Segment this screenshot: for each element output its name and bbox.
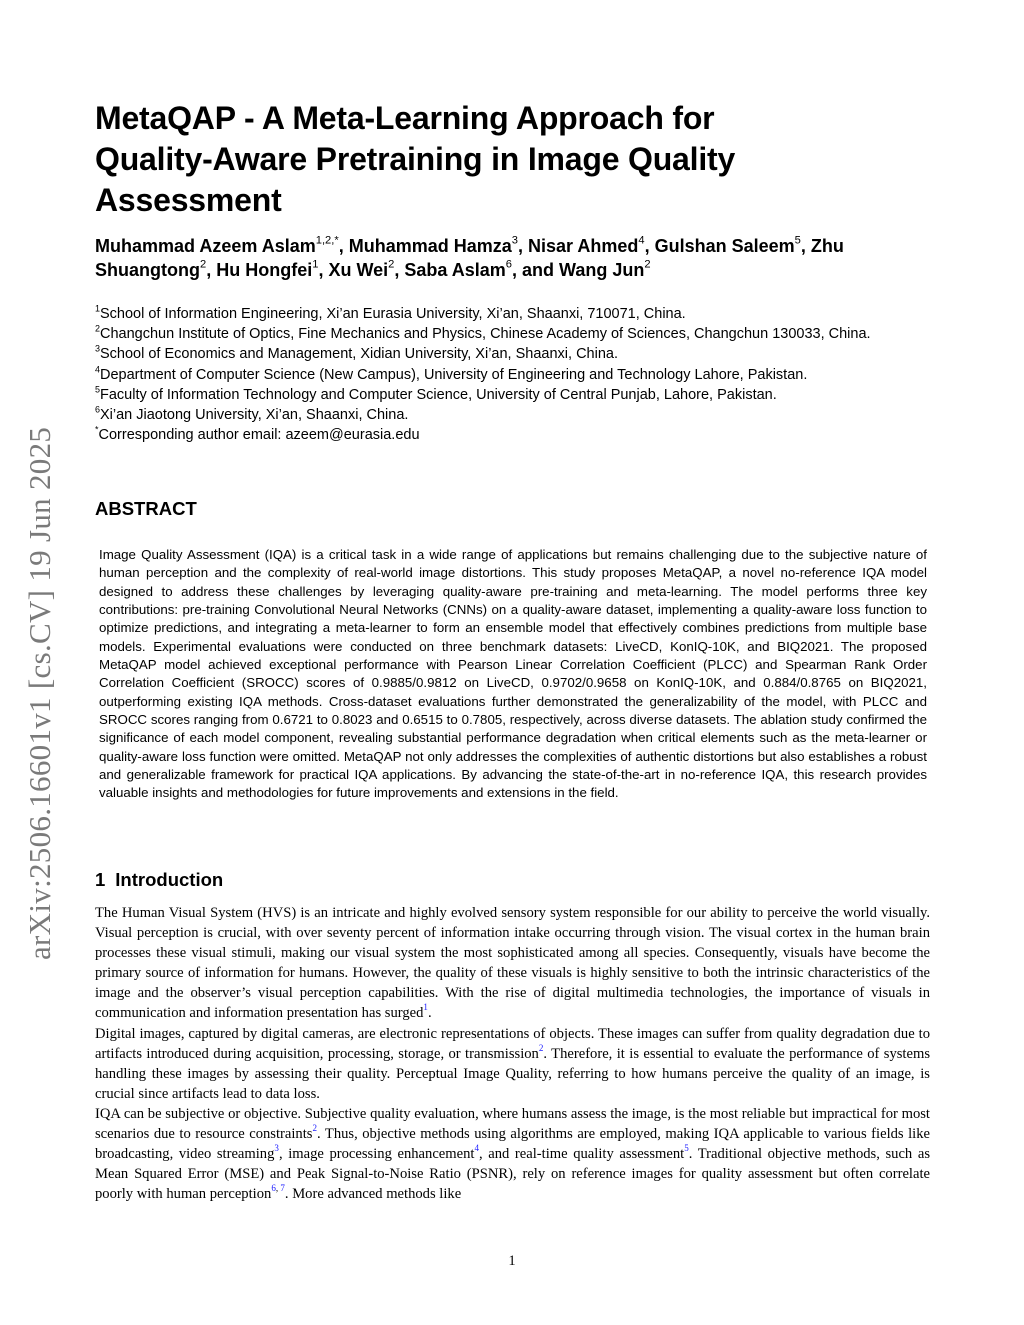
section-heading-introduction xyxy=(95,869,223,891)
affiliation: $^4$Department of Computer Science (New Campus), University of Engineering and Technology Lahore, Pakistan. xyxy=(95,363,808,383)
abstract-heading: ABSTRACT xyxy=(95,498,197,519)
citation-link[interactable]: 2 xyxy=(312,1123,317,1134)
citation-link[interactable]: 3 xyxy=(274,1143,279,1154)
paragraph: IQA can be subjective or objective. Subjective quality evaluation, where humans assess the image, is the most reliable but impractical for most scenarios due to resource constraints$^2$. Thus, objective methods using algorithms are employed, making IQA applicable to various fields like broadcasting, video streaming$^3$, image processing enhancement$^4$, and real-time quality assessment$^5$. Traditional objective methods, such as Mean Squared Error (MSE) and Peak Signal-to-Noise Ratio (PSNR), rely on reference images for quality assessment but often correlate poorly with human perception$^{6, 7}$. More advanced methods like xyxy=(95,1105,931,1203)
author-list: Muhammad Azeem Aslam$^{1,2,*}$, Muhammad Hamza$^3$, Nisar Ahmed$^4$, Gulshan Saleem$^5$, Zhu Shuangtong$^2$, Hu Hongfei$^1$, Xu Wei$^2$, Saba Aslam$^6$, and Wang Jun$^2$ xyxy=(95,234,844,280)
section-number: 1 xyxy=(95,869,106,890)
paragraph: The Human Visual System (HVS) is an intricate and highly evolved sensory system responsible for our ability to perceive the world visually. Visual perception is crucial, with over seventy percent of information intake occurring through vision. The visual cortex in the human brain processes these visual stimuli, making our visual system the most sophisticated among all species. Consequently, visuals have become the primary source of information for humans. However, the quality of these visuals is highly sensitive to both the intrinsic characteristics of the image and the observer’s visual perception capabilities. With the rise of digital multimedia technologies, the importance of visuals in communication and information presentation has surged$^1$. xyxy=(95,905,930,1022)
author: Muhammad Hamza$^3$ xyxy=(348,234,518,256)
affiliation: $^2$Changchun Institute of Optics, Fine Mechanics and Physics, Chinese Academy of Sciences, Changchun 130033, China. xyxy=(95,323,871,343)
section-title: Introduction xyxy=(115,869,224,890)
paragraph: Digital images, captured by digital cameras, are electronic representations of objects. These images can suffer from quality degradation due to artifacts introduced during acquisition, processing, storage, or transmission$^2$. Therefore, it is essential to evaluate the performance of systems handling these images by assessing their quality. Perceptual Image Quality, referring to how humans perceive the quality of an image, is crucial since artifacts lead to data loss. xyxy=(95,1025,930,1102)
author: Hu Hongfei$^1$ xyxy=(216,258,319,280)
author: Xu Wei$^2$ xyxy=(328,258,395,280)
author: Nisar Ahmed$^4$ xyxy=(527,234,645,256)
affiliation: $^5$Faculty of Information Technology and Computer Science, University of Central Punjab, Lahore, Pakistan. xyxy=(95,384,777,403)
arxiv-watermark: arXiv:2506.16601v1 [cs.CV] 19 Jun 2025 xyxy=(22,426,57,960)
author: Gulshan Saleem$^5$ xyxy=(654,234,801,256)
citation-link[interactable]: 6 xyxy=(271,1183,276,1194)
citation-link[interactable]: 5 xyxy=(684,1143,689,1154)
introduction-body xyxy=(95,903,930,1204)
affiliation: $^3$School of Economics and Management, Xidian University, Xi’an, Shaanxi, China. xyxy=(95,343,618,363)
author: Zhu Shuangtong$^2$ xyxy=(95,236,844,280)
affiliation: $^6$Xi’an Jiaotong University, Xi’an, Shaanxi, China. xyxy=(95,404,409,424)
page-number: 1 xyxy=(508,1253,516,1269)
citation-link[interactable]: 2 xyxy=(538,1042,544,1053)
affiliation-list xyxy=(95,304,940,445)
citation-link[interactable]: 4 xyxy=(474,1143,479,1154)
citation-link[interactable]: 1 xyxy=(423,1002,428,1013)
affiliation: $^1$School of Information Engineering, Xi’an Eurasia University, Xi’an, Shaanxi, 710071, China. xyxy=(95,303,686,322)
paper-title: MetaQAP - A Meta-Learning Approach for Quality-Aware Pretraining in Image Quality Assessment xyxy=(95,100,736,218)
abstract-text: Image Quality Assessment (IQA) is a critical task in a wide range of applications but remains challenging due to the subjective nature of human perception and the complexity of real-world image distortions. This study proposes MetaQAP, a novel no-reference IQA model designed to address these challenges by leveraging quality-aware pre-training and meta-learning. The model performs three key contributions: pre-training Convolutional Neural Networks (CNNs) on a quality-aware dataset, implementing a quality-aware loss function to optimize predictions, and integrating a meta-learner to form an ensemble model that effectively combines predictions from multiple base models. Experimental evaluations were conducted on three benchmark datasets: LiveCD, KonIQ-10K, and BIQ2021. The proposed MetaQAP model achieved exceptional performance with Pearson Linear Correlation Coefficient (PLCC) and Spearman Rank Order Correlation Coefficient (SROCC) scores of 0.9885/0.9812 on LiveCD, 0.9702/0.9658 on KonIQ-10K, and 0.884/0.8765 on BIQ2021, outperforming existing IQA methods. Cross-dataset evaluations further demonstrated the generalizability of the model, with PLCC and SROCC scores ranging from 0.6721 to 0.8023 and 0.6515 to 0.7805, respectively, across diverse datasets. The ablation study confirmed the significance of each model component, revealing substantial performance degradation when critical elements such as the meta-learner or quality-aware loss function were omitted. MetaQAP not only addresses the complexities of authentic distortions but also establishes a robust and generalizable framework for practical IQA applications. By advancing the state-of-the-art in no-reference IQA, this research provides valuable insights and methodologies for future improvements and extensions in the field. xyxy=(99,547,927,801)
corresponding-author: *Corresponding author email: azeem@eurasia.edu xyxy=(95,424,420,444)
author: Saba Aslam$^6$ xyxy=(404,258,512,280)
author: Wang Jun$^2$ xyxy=(559,258,651,280)
author: Muhammad Azeem Aslam$^{1,2,*}$ xyxy=(95,234,339,256)
citation-link[interactable]: 7 xyxy=(280,1183,285,1194)
